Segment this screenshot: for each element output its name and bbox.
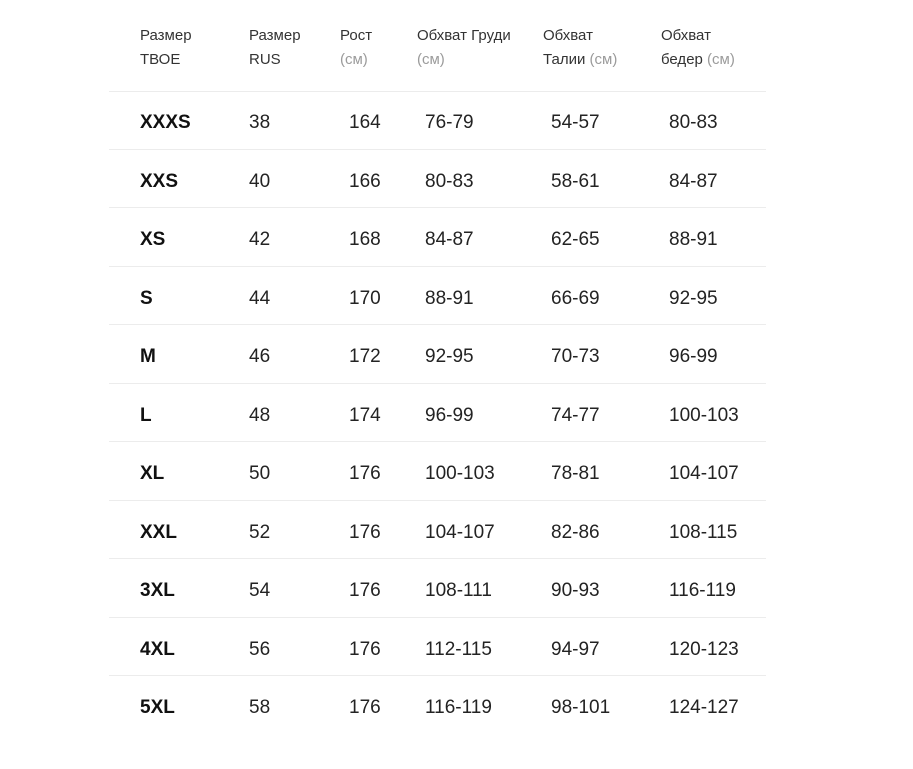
cell-chest: 96-99 bbox=[425, 404, 474, 426]
cell-size-tvoe: S bbox=[140, 287, 153, 309]
cell-chest: 80-83 bbox=[425, 170, 474, 192]
cell-height: 166 bbox=[349, 170, 381, 192]
cell-hips: 100-103 bbox=[669, 404, 739, 426]
cell-chest: 84-87 bbox=[425, 229, 474, 250]
table-header bbox=[109, 0, 766, 92]
cell-chest: 104-107 bbox=[425, 521, 495, 543]
cell-height: 176 bbox=[349, 697, 381, 718]
cell-hips: 88-91 bbox=[669, 229, 718, 250]
cell-size-rus: 46 bbox=[249, 346, 271, 367]
cell-size-rus: 44 bbox=[249, 287, 271, 309]
cell-waist: 62-65 bbox=[551, 229, 600, 250]
header-height-unit: (см) bbox=[340, 51, 368, 68]
cell-size-rus: 40 bbox=[249, 170, 271, 192]
cell-size-tvoe: L bbox=[140, 404, 152, 426]
cell-size-tvoe: XXS bbox=[140, 170, 179, 192]
cell-chest: 112-115 bbox=[425, 638, 492, 660]
cell-size-rus: 38 bbox=[249, 112, 271, 133]
cell-size-rus: 58 bbox=[249, 697, 271, 718]
cell-height: 176 bbox=[349, 521, 381, 543]
table-row bbox=[109, 91, 766, 150]
cell-chest: 100-103 bbox=[425, 463, 495, 484]
cell-height: 176 bbox=[349, 580, 381, 601]
cell-size-tvoe: 5XL bbox=[140, 697, 175, 718]
table-row bbox=[109, 325, 766, 384]
cell-hips: 116-119 bbox=[669, 580, 736, 601]
header-size-tvoe-line2: ТВОЕ bbox=[140, 51, 181, 68]
header-hips-unit: (см) bbox=[707, 51, 735, 68]
cell-size-rus: 52 bbox=[249, 521, 271, 543]
cell-size-rus: 56 bbox=[249, 638, 271, 660]
cell-height: 172 bbox=[349, 346, 381, 367]
cell-height: 176 bbox=[349, 638, 381, 660]
header-chest-unit: (см) bbox=[417, 51, 445, 68]
table-row bbox=[109, 150, 766, 209]
cell-size-tvoe: 3XL bbox=[140, 580, 175, 601]
header-hips-line1: Обхват bbox=[661, 27, 711, 44]
header-chest-line1: Обхват Груди bbox=[417, 27, 511, 44]
cell-waist: 74-77 bbox=[551, 404, 600, 426]
cell-hips: 96-99 bbox=[669, 346, 718, 367]
cell-hips: 108-115 bbox=[669, 521, 738, 543]
header-chest bbox=[417, 24, 511, 72]
cell-waist: 70-73 bbox=[551, 346, 600, 367]
cell-height: 174 bbox=[349, 404, 381, 426]
header-waist-line1: Обхват bbox=[543, 27, 593, 44]
cell-chest: 76-79 bbox=[425, 112, 474, 133]
cell-hips: 80-83 bbox=[669, 112, 718, 133]
header-size-rus-line2: RUS bbox=[249, 51, 281, 68]
cell-waist: 90-93 bbox=[551, 580, 600, 601]
header-waist-line2: Талии bbox=[543, 51, 586, 68]
cell-waist: 66-69 bbox=[551, 287, 600, 309]
cell-size-tvoe: XXXS bbox=[140, 112, 191, 133]
cell-size-rus: 50 bbox=[249, 463, 271, 484]
header-hips bbox=[661, 24, 735, 72]
table-row bbox=[109, 208, 766, 267]
table-row bbox=[109, 384, 766, 443]
size-chart-table bbox=[109, 0, 766, 718]
cell-size-rus: 42 bbox=[249, 229, 271, 250]
cell-height: 176 bbox=[349, 463, 381, 484]
table-row bbox=[109, 559, 766, 618]
cell-size-tvoe: 4XL bbox=[140, 638, 175, 660]
table-body bbox=[109, 91, 766, 735]
cell-size-rus: 48 bbox=[249, 404, 271, 426]
cell-waist: 98-101 bbox=[551, 697, 611, 718]
cell-chest: 108-111 bbox=[425, 580, 492, 601]
table-row bbox=[109, 618, 766, 677]
cell-hips: 104-107 bbox=[669, 463, 739, 484]
cell-size-tvoe: XL bbox=[140, 463, 165, 484]
table-row bbox=[109, 676, 766, 735]
header-size-tvoe-line1: Размер bbox=[140, 27, 192, 44]
header-size-rus bbox=[249, 24, 301, 72]
cell-size-tvoe: XS bbox=[140, 229, 166, 250]
cell-hips: 84-87 bbox=[669, 170, 718, 192]
cell-waist: 54-57 bbox=[551, 112, 600, 133]
header-hips-line2: бедер bbox=[661, 51, 703, 68]
cell-height: 164 bbox=[349, 112, 381, 133]
cell-height: 170 bbox=[349, 287, 381, 309]
header-size-tvoe bbox=[140, 24, 192, 72]
cell-hips: 124-127 bbox=[669, 697, 739, 718]
cell-waist: 78-81 bbox=[551, 463, 600, 484]
header-waist bbox=[543, 24, 617, 72]
cell-waist: 94-97 bbox=[551, 638, 600, 660]
header-height-line1: Рост bbox=[340, 27, 373, 44]
cell-height: 168 bbox=[349, 229, 381, 250]
cell-size-rus: 54 bbox=[249, 580, 271, 601]
header-size-rus-line1: Размер bbox=[249, 27, 301, 44]
cell-size-tvoe: M bbox=[140, 346, 156, 367]
table-row bbox=[109, 501, 766, 560]
cell-size-tvoe: XXL bbox=[140, 521, 177, 543]
cell-chest: 116-119 bbox=[425, 697, 492, 718]
table-row bbox=[109, 442, 766, 501]
header-waist-unit: (см) bbox=[589, 51, 618, 68]
cell-waist: 82-86 bbox=[551, 521, 600, 543]
cell-hips: 92-95 bbox=[669, 287, 718, 309]
cell-hips: 120-123 bbox=[669, 638, 739, 660]
table-row bbox=[109, 267, 766, 326]
header-height bbox=[340, 24, 372, 72]
cell-chest: 92-95 bbox=[425, 346, 474, 367]
cell-waist: 58-61 bbox=[551, 170, 600, 192]
cell-chest: 88-91 bbox=[425, 287, 474, 309]
